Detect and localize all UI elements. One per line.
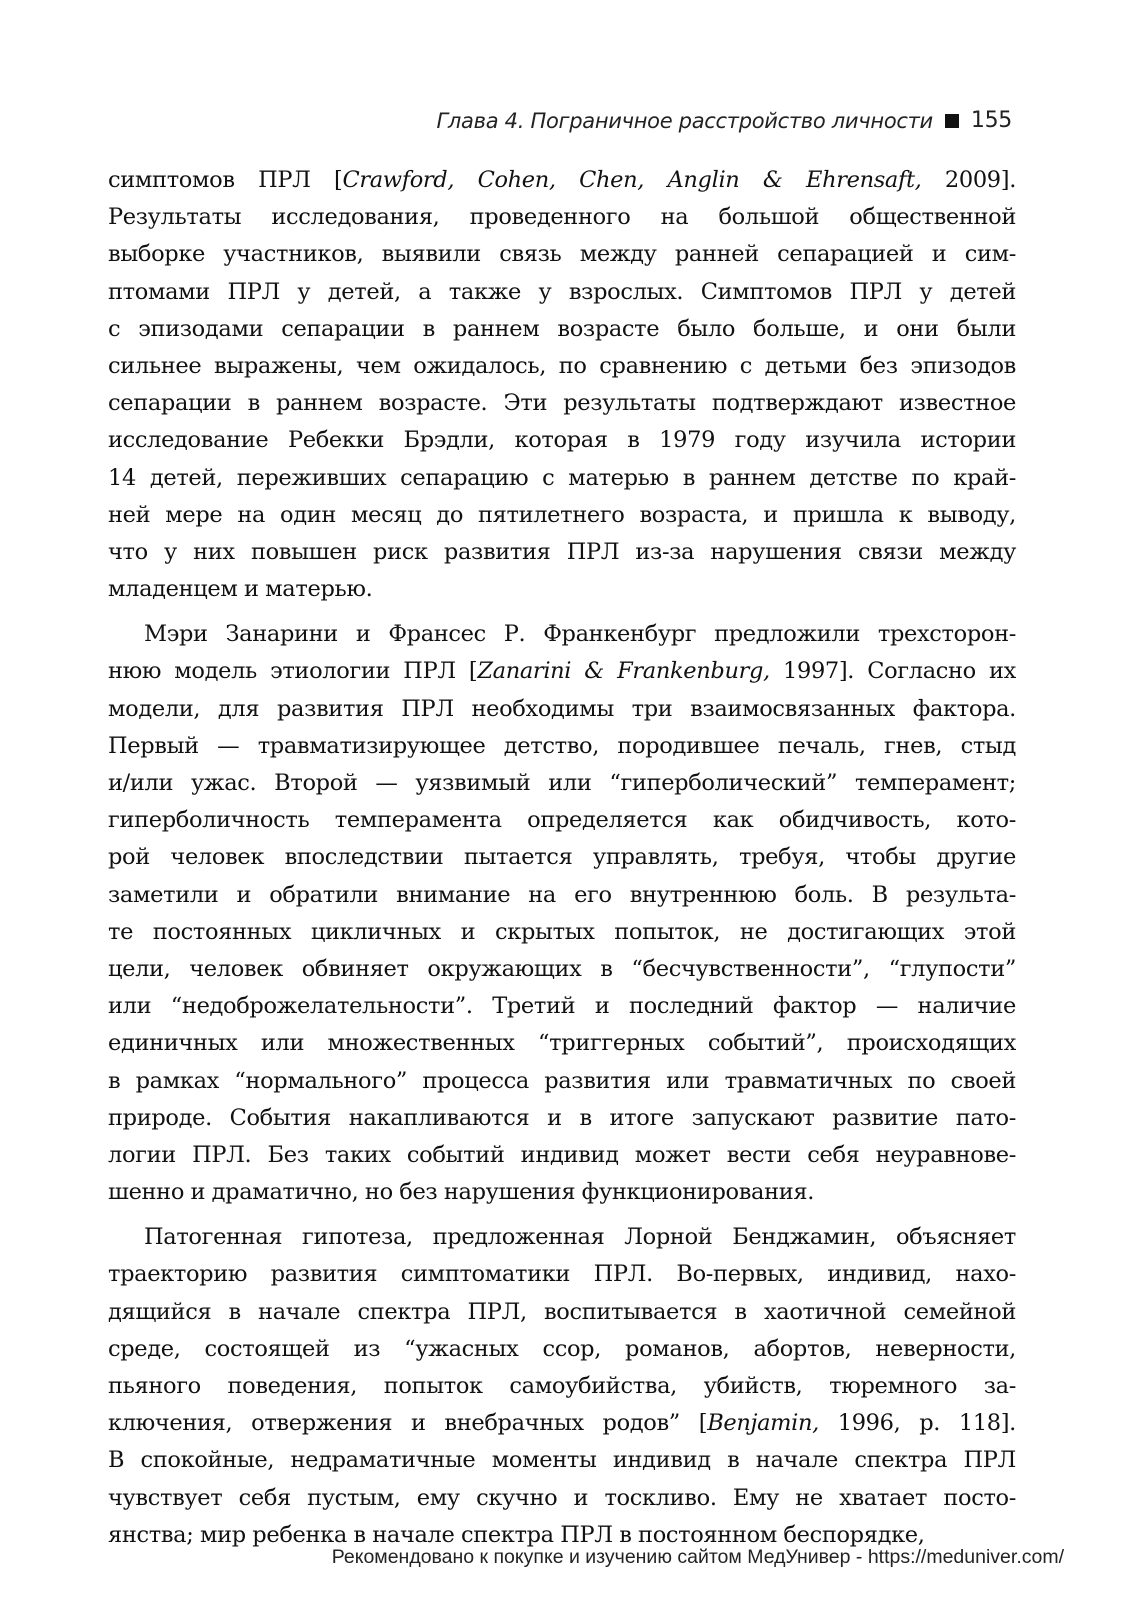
text-line: Результаты исследования, проведенного на большой общественной (108, 204, 1016, 231)
text-line: и/или ужас. Второй — уязвимый или “гиперболический” темперамент; (108, 770, 1016, 796)
text-line: или “недоброжелательности”. Третий и последний фактор — наличие (108, 993, 1016, 1020)
text-line: в рамках “нормального” процесса развития или травматичных по своей (108, 1067, 1016, 1094)
running-head (437, 108, 1012, 133)
text-line: птомами ПРЛ у детей, а также у взрослых. Симптомов ПРЛ у детей (108, 278, 1016, 305)
text-line: дящийся в начале спектра ПРЛ, воспитывается в хаотичной семейной (108, 1298, 1016, 1325)
text-line: выборке участников, выявили связь между ранней сепарацией и сим- (108, 241, 1016, 268)
text-line: сепарации в раннем возрасте. Эти результаты подтверждают известное (108, 390, 1016, 417)
text-line: младенцем и матерью. (108, 576, 373, 603)
paragraph-1 (108, 162, 1016, 608)
text-line: заметили и обратили внимание на его внутреннюю боль. В результа- (108, 881, 1016, 908)
text-line: гиперболичность темперамента определяется как обидчивость, кото- (108, 807, 1016, 834)
text-line: Патогенная гипотеза, предложенная Лорной Бенджамин, объясняет (144, 1224, 1016, 1251)
text-line: 14 детей, переживших сепарацию с матерью в раннем детстве по край- (108, 464, 1016, 491)
text-line: те постоянных цикличных и скрытых попыток, не достигающих этой (108, 918, 1016, 945)
text-line: чувствует себя пустым, ему скучно и тоскливо. Ему не хватает посто- (108, 1484, 1016, 1511)
square-bullet-icon (945, 114, 959, 128)
text-line: траекторию развития симптоматики ПРЛ. Во-первых, индивид, нахо- (108, 1261, 1016, 1288)
text-line: симптомов ПРЛ [Crawford, Cohen, Chen, Anglin & Ehrensaft, 2009]. (108, 167, 1017, 193)
text-line: ключения, отвержения и внебрачных родов” [Benjamin, 1996, p. 118]. (108, 1410, 1016, 1437)
text-line: Мэри Занарини и Франсес Р. Франкенбург предложили трехсторон- (144, 621, 1016, 648)
text-line: что у них повышен риск развития ПРЛ из-за нарушения связи между (108, 538, 1016, 565)
text-line: логии ПРЛ. Без таких событий индивид может вести себя неуравнове- (108, 1141, 1016, 1168)
footer-note: Рекомендовано к покупке и изучению сайтом МедУнивер - https://meduniver.com/ (331, 1546, 1064, 1568)
text-line: единичных или множественных “триггерных событий”, происходящих (108, 1030, 1016, 1057)
text-line: Первый — травматизирующее детство, породившее печаль, гнев, стыд (108, 732, 1016, 759)
text-line: исследование Ребекки Брэдли, которая в 1979 году изучила истории (108, 427, 1016, 454)
paragraph-2 (108, 616, 1016, 1211)
text-line: с эпизодами сепарации в раннем возрасте было больше, и они были (108, 315, 1016, 342)
text-line: среде, состоящей из “ужасных ссор, романов, абортов, неверности, (108, 1335, 1016, 1362)
text-line: ней мере на один месяц до пятилетнего возраста, и пришла к выводу, (108, 501, 1016, 528)
text-line: В спокойные, недраматичные моменты индивид в начале спектра ПРЛ (108, 1447, 1016, 1474)
text-line: цели, человек обвиняет окружающих в “бесчувственности”, “глупости” (108, 955, 1016, 982)
chapter-title: Глава 4. Пограничное расстройство личности (436, 108, 933, 133)
text-line: нюю модель этиологии ПРЛ [Zanarini & Frankenburg, 1997]. Согласно их (108, 658, 1016, 685)
text-line: рой человек впоследствии пытается управлять, требуя, чтобы другие (108, 844, 1016, 871)
text-line: шенно и драматично, но без нарушения функционирования. (108, 1179, 815, 1206)
text-line: пьяного поведения, попыток самоубийства, убийств, тюремного за- (108, 1373, 1016, 1399)
text-line: природе. События накапливаются и в итоге запускают развитие пато- (108, 1104, 1016, 1131)
page-number: 155 (970, 108, 1012, 133)
text-line: модели, для развития ПРЛ необходимы три взаимосвязанных фактора. (108, 695, 1016, 722)
text-line: янства; мир ребенка в начале спектра ПРЛ в постоянном беспорядке, (108, 1521, 925, 1548)
body-text (108, 162, 1016, 1554)
text-line: сильнее выражены, чем ожидалось, по сравнению с детьми без эпизодов (108, 352, 1016, 379)
paragraph-3 (108, 1219, 1016, 1554)
